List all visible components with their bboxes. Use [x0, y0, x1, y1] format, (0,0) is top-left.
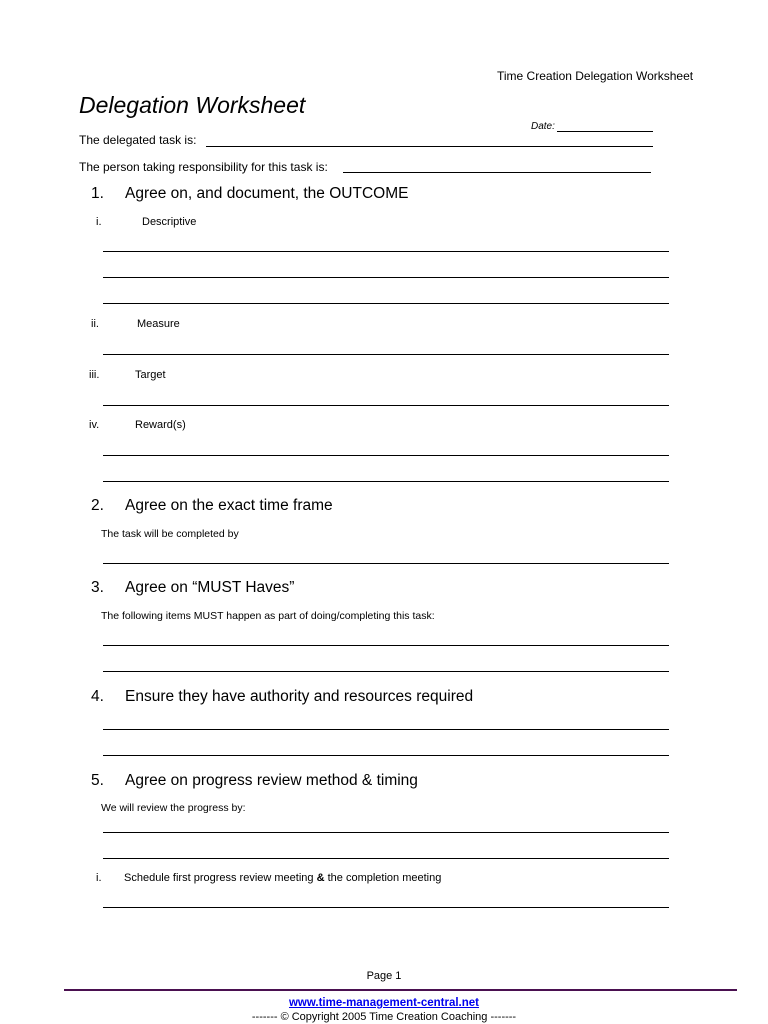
answer-line[interactable]	[103, 405, 669, 406]
answer-line[interactable]	[103, 858, 669, 859]
section-number: 2.	[91, 497, 104, 514]
item-label-bold: &	[316, 872, 325, 884]
item-label: Target	[135, 369, 166, 381]
section-2-heading	[91, 497, 333, 515]
item-label: Reward(s)	[135, 419, 186, 431]
section-title: Agree on, and document, the OUTCOME	[125, 185, 409, 202]
page-number: Page 1	[366, 970, 402, 982]
answer-line[interactable]	[103, 755, 669, 756]
answer-line[interactable]	[103, 354, 669, 355]
answer-line[interactable]	[103, 481, 669, 482]
roman-numeral: iii.	[89, 369, 100, 381]
section-3-note: The following items MUST happen as part of doing/completing this task:	[101, 610, 435, 622]
section-5-note: We will review the progress by:	[101, 802, 246, 814]
section-title: Ensure they have authority and resources required	[125, 688, 474, 705]
item-label-end: the completion meeting	[324, 872, 442, 884]
answer-line[interactable]	[103, 645, 669, 646]
section-5-heading	[91, 772, 418, 790]
outcome-item-rewards	[89, 419, 186, 431]
delegated-task-label: The delegated task is:	[79, 133, 197, 147]
section-4-heading	[91, 688, 473, 706]
roman-numeral: iv.	[89, 419, 100, 431]
answer-line[interactable]	[103, 671, 669, 672]
website-link[interactable]: www.time-management-central.net	[288, 997, 479, 1009]
item-label: Descriptive	[142, 216, 197, 228]
answer-line[interactable]	[103, 251, 669, 252]
section-title: Agree on progress review method & timing	[125, 772, 418, 789]
outcome-item-target	[89, 369, 166, 381]
section-title: Agree on “MUST Haves”	[125, 579, 295, 596]
item-label: Measure	[137, 318, 180, 330]
item-label: Schedule first progress review meeting	[124, 872, 317, 884]
answer-line[interactable]	[103, 455, 669, 456]
responsible-person-field[interactable]	[343, 172, 651, 173]
page-title: Delegation Worksheet	[79, 92, 306, 118]
answer-line[interactable]	[103, 277, 669, 278]
copyright-notice: ------- © Copyright 2005 Time Creation Coaching -------	[251, 1011, 517, 1023]
roman-numeral: i.	[96, 872, 102, 884]
answer-line[interactable]	[103, 729, 669, 730]
delegated-task-field[interactable]	[206, 146, 653, 147]
section-number: 4.	[91, 688, 104, 705]
section-3-heading	[91, 579, 294, 597]
section-2-note: The task will be completed by	[101, 528, 239, 540]
roman-numeral: ii.	[91, 318, 99, 330]
outcome-item-descriptive	[96, 216, 196, 228]
responsible-person-label: The person taking responsibility for this task is:	[79, 160, 328, 174]
date-label: Date:	[531, 121, 555, 132]
document-header-title: Time Creation Delegation Worksheet	[497, 69, 694, 83]
section-title: Agree on the exact time frame	[125, 497, 333, 514]
answer-line[interactable]	[103, 563, 669, 564]
answer-line[interactable]	[103, 907, 669, 908]
section-1-heading	[91, 185, 408, 203]
section-number: 3.	[91, 579, 104, 596]
date-field[interactable]	[557, 131, 653, 132]
roman-numeral: i.	[96, 216, 102, 228]
section-number: 1.	[91, 185, 104, 202]
answer-line[interactable]	[103, 832, 669, 833]
outcome-item-measure	[91, 318, 180, 330]
section-number: 5.	[91, 772, 104, 789]
review-item-schedule	[96, 872, 441, 884]
footer-divider	[64, 989, 737, 991]
answer-line[interactable]	[103, 303, 669, 304]
